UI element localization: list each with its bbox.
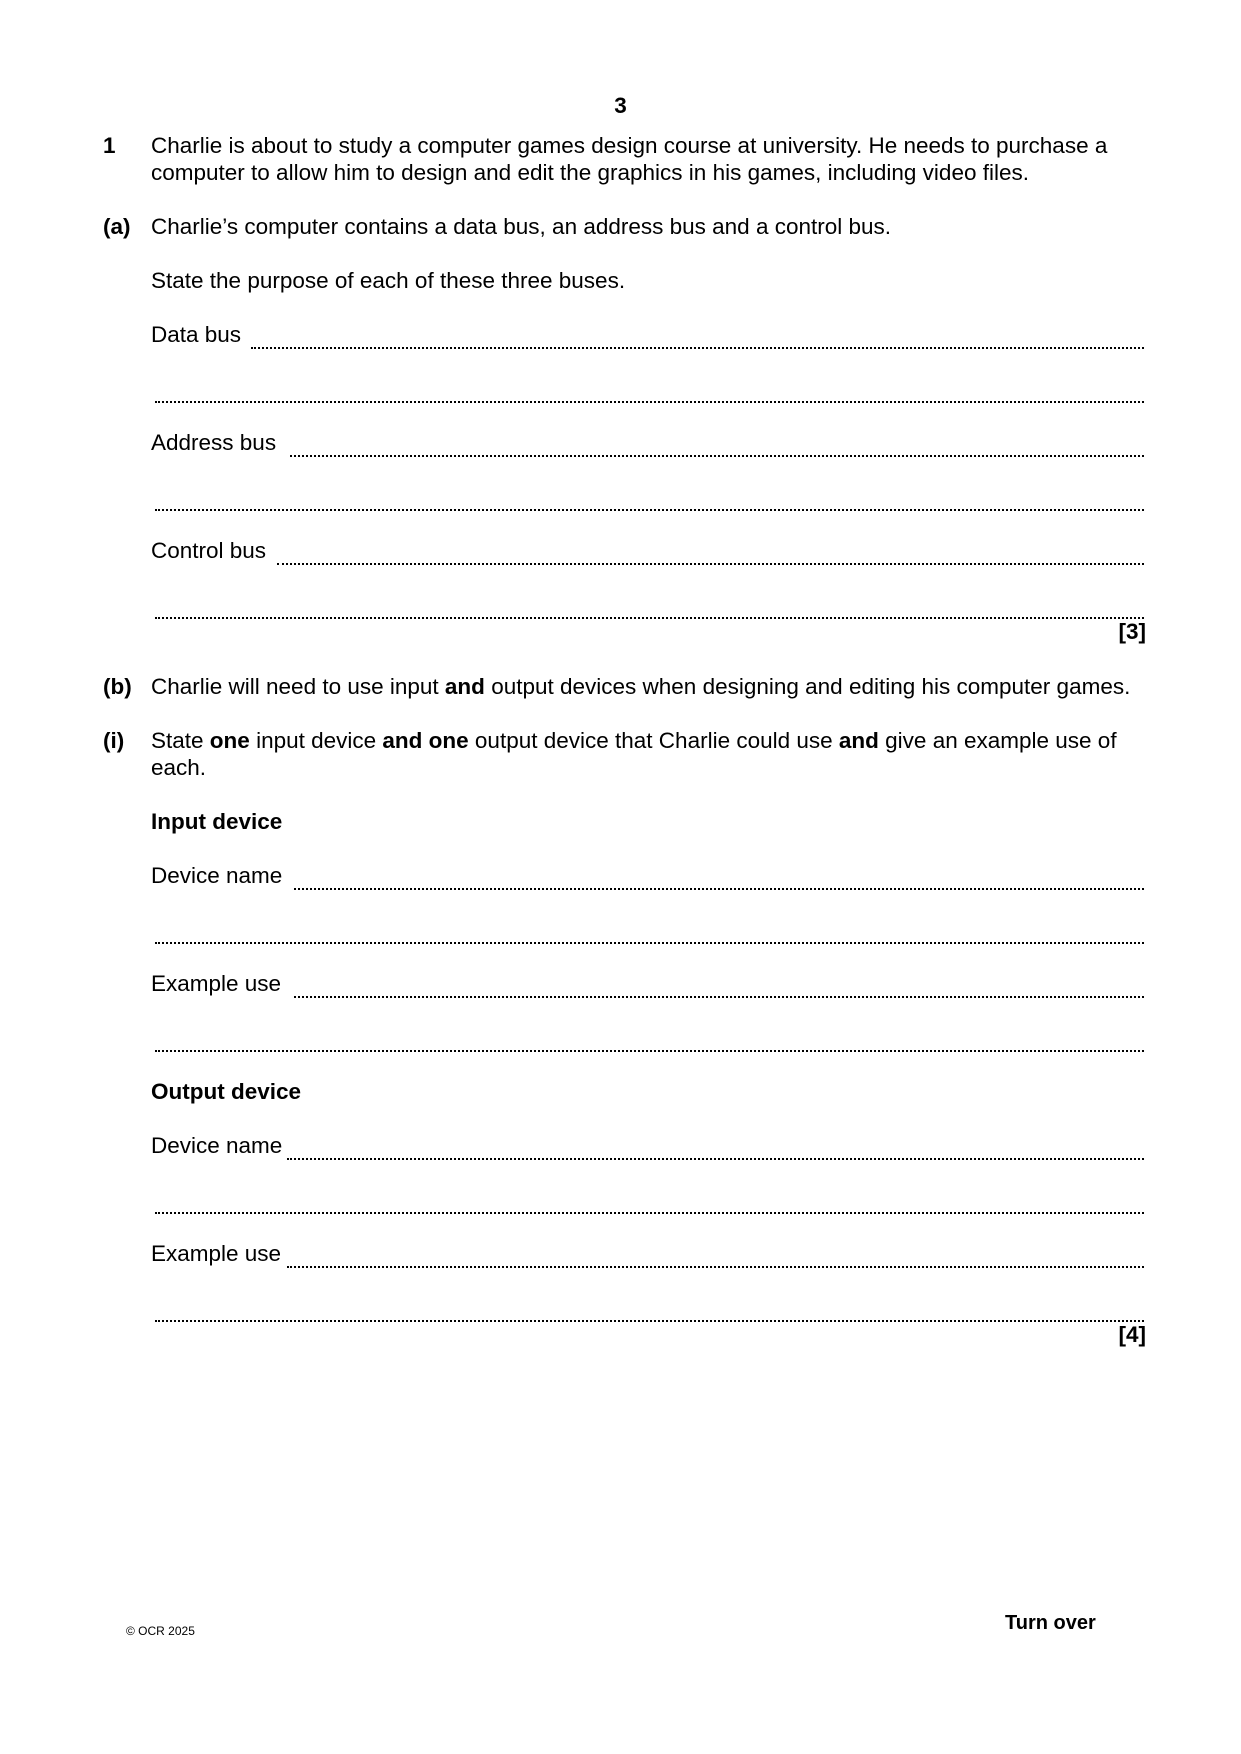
part-b-text <box>151 673 1130 700</box>
part-i-seg4: and one <box>382 728 469 753</box>
input-example-use-answer-line-2[interactable] <box>155 1024 1144 1052</box>
data-bus-label: Data bus <box>151 322 242 347</box>
data-bus-answer-line-2[interactable] <box>155 375 1144 403</box>
input-device-name-answer-line-1[interactable] <box>294 862 1144 890</box>
address-bus-answer-line-1[interactable] <box>290 429 1144 457</box>
output-example-use-answer-line-1[interactable] <box>287 1240 1144 1268</box>
copyright-footer: © OCR 2025 <box>126 1624 195 1638</box>
part-a-label: (a) <box>103 214 131 239</box>
output-example-use-answer-line-2[interactable] <box>155 1294 1144 1322</box>
control-bus-label: Control bus <box>151 538 267 563</box>
question-stem-line2: computer to allow him to design and edit the graphics in his games, including video files. <box>151 160 1029 185</box>
control-bus-answer-line-2[interactable] <box>155 591 1144 619</box>
turn-over-label: Turn over <box>1005 1612 1096 1634</box>
output-device-name-answer-line-2[interactable] <box>155 1186 1144 1214</box>
part-b-text-seg2: output devices when designing and editing his computer games. <box>484 674 1131 699</box>
part-a-instruction: State the purpose of each of these three buses. <box>151 268 626 293</box>
question-stem-line1: Charlie is about to study a computer games design course at university. He needs to purchase a <box>151 133 1108 158</box>
input-example-use-answer-line-1[interactable] <box>294 970 1144 998</box>
part-i-seg7: give an example use of <box>878 728 1117 753</box>
output-device-heading: Output device <box>151 1079 302 1104</box>
part-b-label: (b) <box>103 674 132 699</box>
input-device-name-answer-line-2[interactable] <box>155 916 1144 944</box>
part-i-label: (i) <box>103 728 125 753</box>
part-b-text-seg1: Charlie will need to use input <box>151 674 445 699</box>
part-i-seg6: and <box>838 728 879 753</box>
part-a-marks: [3] <box>1118 619 1146 644</box>
control-bus-answer-line-1[interactable] <box>277 537 1144 565</box>
part-a-text: Charlie’s computer contains a data bus, an address bus and a control bus. <box>151 214 892 239</box>
part-i-seg3: input device <box>249 728 383 753</box>
data-bus-answer-line-1[interactable] <box>251 321 1144 349</box>
part-i-seg5: output device that Charlie could use <box>468 728 839 753</box>
input-device-name-label: Device name <box>151 863 283 888</box>
part-i-text-line1 <box>151 727 1117 754</box>
part-i-text-line2: each. <box>151 755 207 780</box>
output-device-name-answer-line-1[interactable] <box>287 1132 1144 1160</box>
part-i-seg1: State <box>151 728 210 753</box>
question-number: 1 <box>103 133 116 158</box>
address-bus-label: Address bus <box>151 430 277 455</box>
part-i-seg2: one <box>209 728 250 753</box>
address-bus-answer-line-2[interactable] <box>155 483 1144 511</box>
page-number: 3 <box>614 93 627 118</box>
input-example-use-label: Example use <box>151 971 282 996</box>
output-device-name-label: Device name <box>151 1133 283 1158</box>
part-b-text-bold-and: and <box>444 674 485 699</box>
output-example-use-label: Example use <box>151 1241 282 1266</box>
input-device-heading: Input device <box>151 809 283 834</box>
part-i-marks: [4] <box>1118 1322 1146 1347</box>
